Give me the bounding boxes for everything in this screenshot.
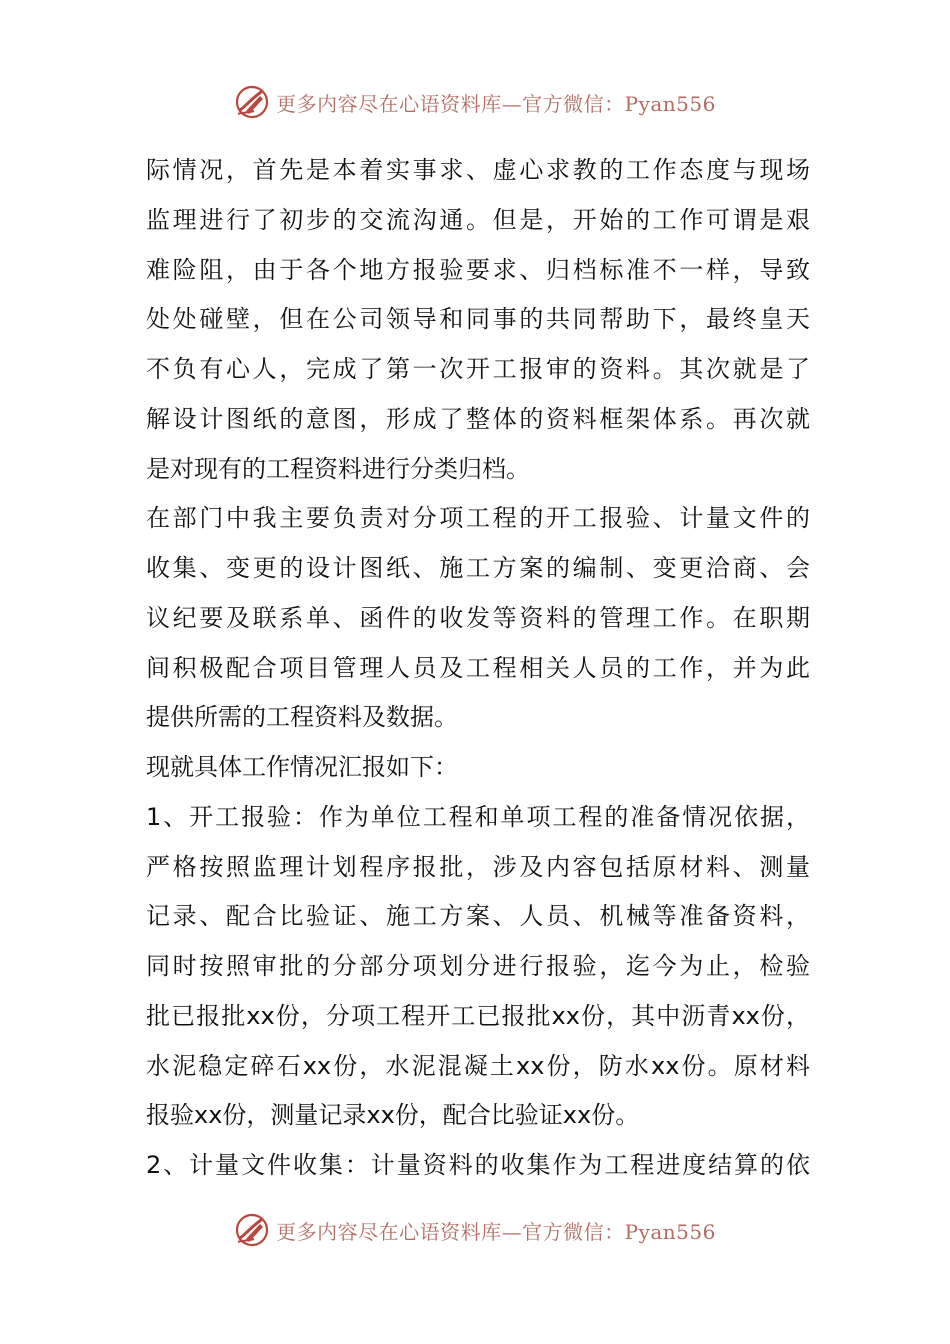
watermark-text: 更多内容尽在心语资料库—官方微信：Pyan556: [276, 91, 716, 116]
text-line: 2、计量文件收集：计量资料的收集作为工程进度结算的依: [146, 1151, 810, 1179]
text-line: 在部门中我主要负责对分项工程的开工报验、计量文件的: [146, 504, 810, 533]
text-line: 处处碰壁，但在公司领导和同事的共同帮助下，最终皇天: [146, 305, 810, 334]
text-line: 水泥稳定碎石xx份，水泥混凝土xx份，防水xx份。原材料: [146, 1051, 810, 1080]
header-watermark: [0, 80, 950, 124]
text-line: 际情况，首先是本着实事求、虚心求教的工作态度与现场: [146, 156, 810, 184]
pen-logo-icon: [234, 84, 270, 120]
watermark-text: 更多内容尽在心语资料库—官方微信：Pyan556: [276, 1219, 716, 1244]
text-line: 现就具体工作情况汇报如下：: [146, 753, 458, 781]
text-line: 同时按照审批的分部分项划分进行报验，迄今为止，检验: [146, 952, 810, 980]
pen-logo-icon: [234, 1212, 270, 1248]
text-line: 不负有心人，完成了第一次开工报审的资料。其次就是了: [146, 355, 810, 383]
text-line: 记录、配合比验证、施工方案、人员、机械等准备资料，: [146, 902, 810, 931]
text-line: 议纪要及联系单、函件的收发等资料的管理工作。在职期: [146, 603, 810, 632]
document-body: [146, 146, 810, 1191]
footer-watermark: [0, 1208, 950, 1252]
text-line: 提供所需的工程资料及数据。: [146, 703, 458, 732]
text-line: 是对现有的工程资料进行分类归档。: [146, 454, 530, 483]
text-line: 报验xx份，测量记录xx份，配合比验证xx份。: [146, 1101, 640, 1130]
text-line: 间积极配合项目管理人员及工程相关人员的工作，并为此: [146, 653, 810, 682]
text-line: 收集、变更的设计图纸、施工方案的编制、变更洽商、会: [146, 554, 810, 582]
text-line: 严格按照监理计划程序报批，涉及内容包括原材料、测量: [146, 852, 810, 881]
text-line: 难险阻，由于各个地方报验要求、归档标准不一样，导致: [146, 255, 810, 284]
text-line: 监理进行了初步的交流沟通。但是，开始的工作可谓是艰: [146, 205, 810, 234]
text-line: 解设计图纸的意图，形成了整体的资料框架体系。再次就: [146, 404, 810, 433]
text-line: 1、开工报验：作为单位工程和单项工程的准备情况依据，: [146, 802, 810, 831]
text-line: 批已报批xx份，分项工程开工已报批xx份，其中沥青xx份，: [146, 1001, 810, 1030]
